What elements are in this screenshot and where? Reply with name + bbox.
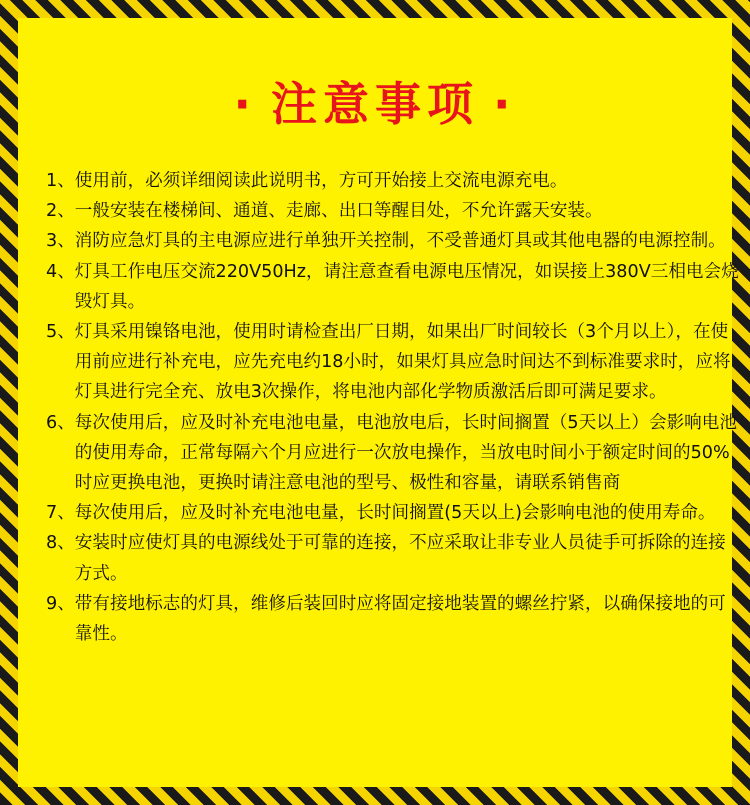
note-number: 7、 xyxy=(46,503,75,524)
note-item-8 xyxy=(46,528,742,588)
title-dot-left: · xyxy=(233,77,257,131)
note-number: 3、 xyxy=(46,231,75,252)
note-text: 消防应急灯具的主电源应进行单独开关控制，不受普通灯具或其他电器的电源控制。 xyxy=(74,231,726,252)
note-text: 每次使用后，应及时补充电池电量，长时间搁置(5天以上)会影响电池的使用寿命。 xyxy=(74,503,716,524)
note-text: 一般安装在楼梯间、通道、走廊、出口等醒目处，不允许露天安装。 xyxy=(74,201,603,222)
notes-list xyxy=(46,166,742,649)
note-item-3 xyxy=(46,226,742,256)
note-text: 带有接地标志的灯具，维修后装回时应将固定接地装置的螺丝拧紧，以确保接地的可靠性。 xyxy=(74,593,726,645)
note-number: 6、 xyxy=(46,412,75,433)
notice-panel xyxy=(18,18,739,787)
title-dot-right: · xyxy=(493,77,517,131)
note-item-6 xyxy=(46,408,742,499)
note-item-2 xyxy=(46,196,742,226)
note-text: 每次使用后，应及时补充电池电量，电池放电后，长时间搁置（5天以上）会影响电池的使用寿命，正常每隔六个月应进行一次放电操作，当放电时间小于额定时间的50%时应更换电池，更换时请注意电池的型号、极性和容量，请联系销售商 xyxy=(74,412,737,494)
note-item-9 xyxy=(46,589,742,649)
note-number: 4、 xyxy=(46,261,75,282)
note-number: 1、 xyxy=(46,171,75,191)
note-text: 使用前，必须详细阅读此说明书，方可开始接上交流电源充电。 xyxy=(74,171,568,191)
note-item-1 xyxy=(46,166,742,196)
note-text: 灯具工作电压交流220V50Hz，请注意查看电源电压情况，如误接上380V三相电会烧毁灯具。 xyxy=(74,261,739,312)
note-number: 2、 xyxy=(46,201,75,222)
page-title xyxy=(18,74,732,134)
note-text: 灯具采用镍铬电池，使用时请检查出厂日期，如果出厂时间较长（3个月以上），在使用前应进行补充电，应先充电约18小时，如果灯具应急时间达不到标准要求时，应将灯具进行完全充、放电3次操作，将电池内部化学物质激活后即可满足要求。 xyxy=(74,322,731,403)
note-item-5 xyxy=(46,317,742,408)
note-item-7 xyxy=(46,498,742,528)
title-text: 注意事项 xyxy=(271,77,479,131)
note-item-4 xyxy=(46,257,742,317)
note-number: 8、 xyxy=(46,533,75,554)
note-number: 5、 xyxy=(46,322,75,343)
note-number: 9、 xyxy=(46,593,75,614)
note-text: 安装时应使灯具的电源线处于可靠的连接，不应采取让非专业人员徒手可拆除的连接方式。 xyxy=(74,533,726,584)
